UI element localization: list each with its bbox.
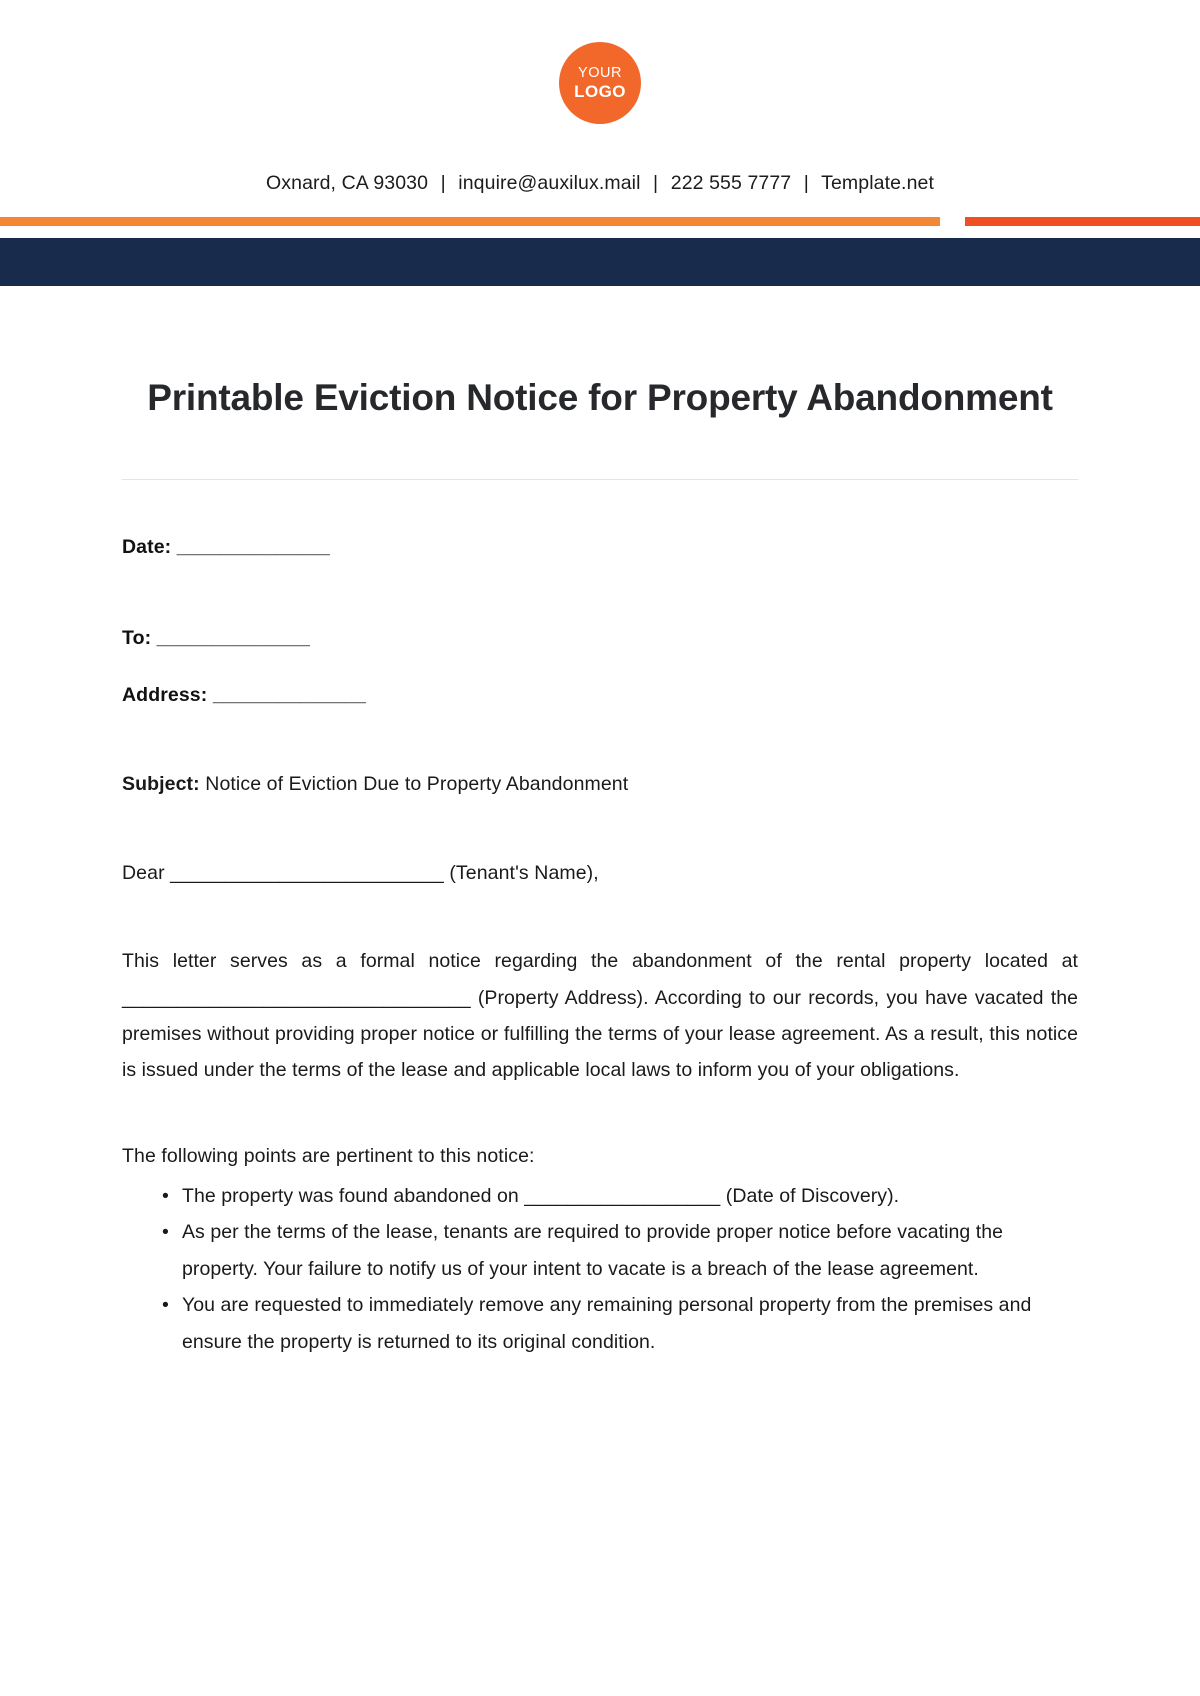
list-item xyxy=(162,1214,1078,1287)
letterhead xyxy=(0,0,1200,286)
contact-website: Template.net xyxy=(821,172,934,194)
list-item-text: The property was found abandoned on __________________ (Date of Discovery). xyxy=(182,1184,900,1207)
recipient-field[interactable]: To: ______________ xyxy=(122,627,310,650)
subject-value: Notice of Eviction Due to Property Abandonment xyxy=(205,773,629,796)
bullet-icon: • xyxy=(162,1184,169,1207)
document-body xyxy=(0,372,1200,1360)
logo-line-logo: LOGO xyxy=(574,82,626,102)
company-logo xyxy=(559,42,641,124)
title-divider xyxy=(122,479,1078,480)
contact-separator-2: | xyxy=(653,172,659,194)
page-title: Printable Eviction Notice for Property Abandonment xyxy=(147,377,1053,418)
body-paragraph: This letter serves as a formal notice regarding the abandonment of the rental property located at ________________________________ (Property Address). According to our records, you have vacated the premises without providing proper notice or fulfilling the terms of your lease agreement. As a result, this notice is issued under the terms of the lease and applicable local laws to inform you of your obligations. xyxy=(122,950,1078,1082)
points-list xyxy=(122,1178,1078,1360)
contact-phone: 222 555 7777 xyxy=(670,172,792,194)
contact-separator-1: | xyxy=(440,172,446,194)
address-field[interactable]: Address: ______________ xyxy=(122,684,367,707)
contact-separator-3: | xyxy=(803,172,809,194)
list-item-text: As per the terms of the lease, tenants are required to provide proper notice before vacating the property. Your failure to notify us of your intent to vacate is a breach of the lease agreement. xyxy=(182,1221,1004,1280)
accent-bar-gap xyxy=(940,217,965,226)
subject-line xyxy=(122,773,1078,796)
contact-info-line xyxy=(0,172,1200,195)
list-item xyxy=(162,1287,1078,1360)
contact-address: Oxnard, CA 93030 xyxy=(266,172,429,194)
list-item-text: You are requested to immediately remove any remaining personal property from the premises and ensure the property is returned to its original condition. xyxy=(182,1294,1032,1353)
list-intro-text: The following points are pertinent to this notice: xyxy=(122,1144,535,1167)
contact-email: inquire@auxilux.mail xyxy=(458,172,641,194)
salutation-line[interactable]: Dear _________________________ (Tenant's Name), xyxy=(122,862,599,885)
subject-label: Subject: xyxy=(122,773,200,796)
accent-bar-row xyxy=(0,217,1200,226)
logo-line-your: YOUR xyxy=(578,64,622,81)
list-item xyxy=(162,1178,1078,1214)
bullet-icon: • xyxy=(162,1294,169,1317)
navy-banner-bar xyxy=(0,238,1200,286)
accent-bar-right xyxy=(965,217,1200,226)
bullet-icon: • xyxy=(162,1221,169,1244)
logo-container xyxy=(0,42,1200,124)
accent-bar-left xyxy=(0,217,940,226)
date-field[interactable]: Date: ______________ xyxy=(122,536,331,559)
